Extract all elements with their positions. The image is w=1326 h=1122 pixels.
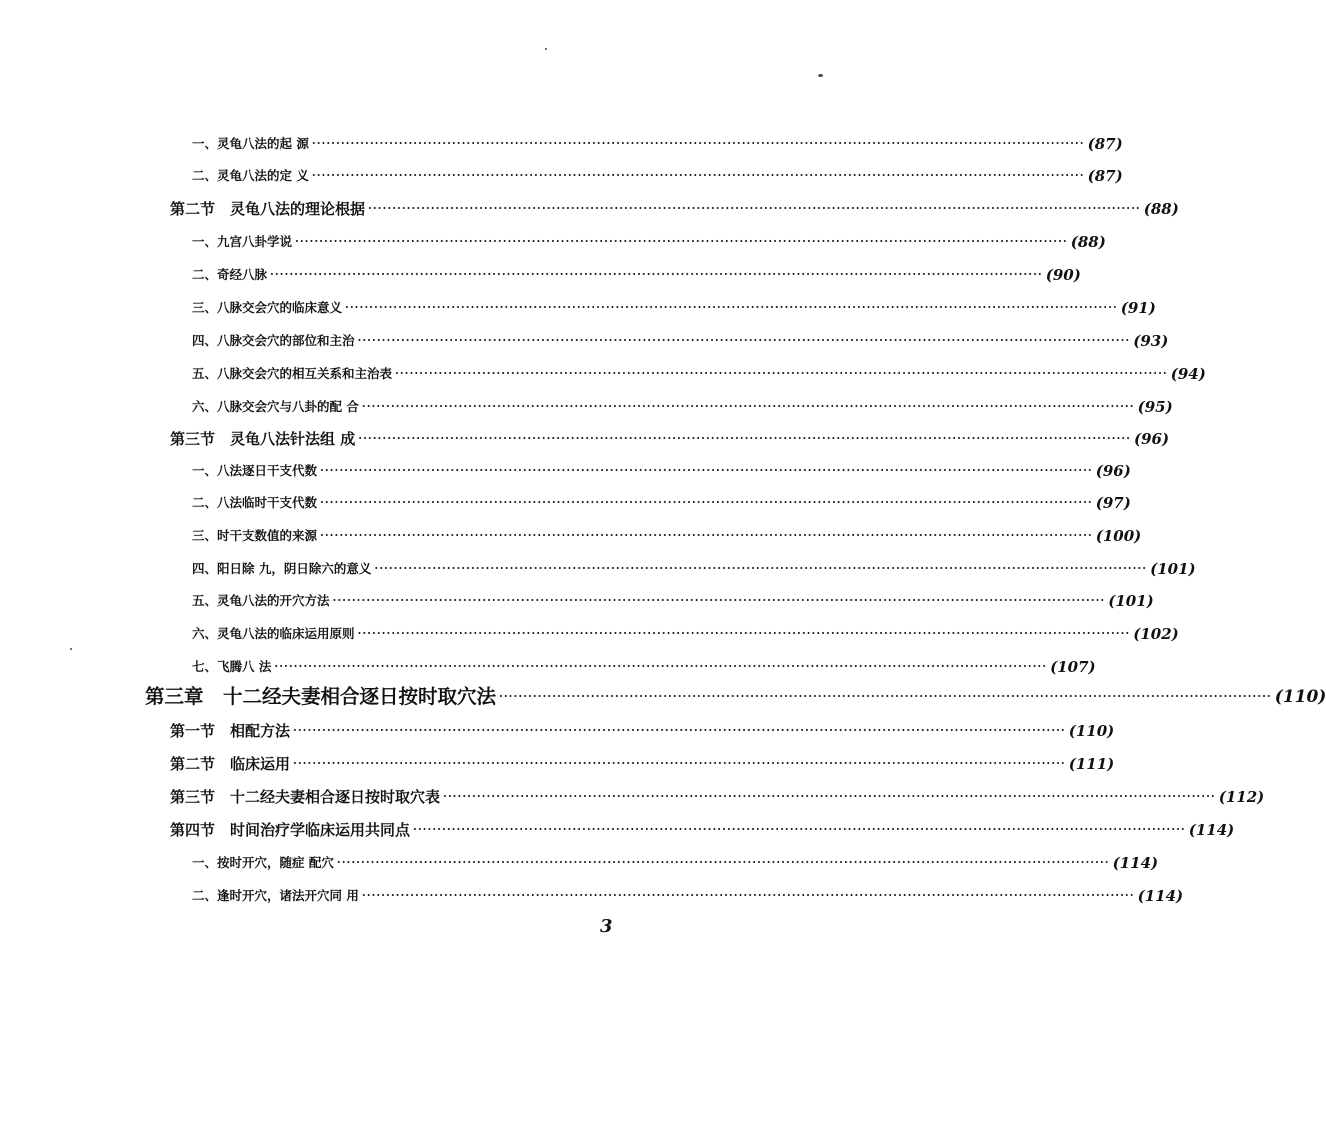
toc-entry [192,295,1156,321]
toc-entry-page: (97) [1095,494,1131,512]
toc-entry-title: 一、按时开穴，随症 配穴 [192,855,334,870]
toc-entry [192,556,1196,582]
toc-entry-title: 一、灵龟八法的起 源 [192,136,309,151]
toc-entry-page: (95) [1137,398,1173,416]
toc-entry [192,131,1123,157]
toc-entry-page: (91) [1120,299,1156,317]
dot-leader: ································································································································································ [270,268,1043,281]
dot-leader: ································································································································································ [499,690,1272,703]
toc-entry-title: 六、灵龟八法的临床运用原则 [192,626,355,641]
scan-speck [545,48,547,50]
dot-leader: ································································································································································ [320,529,1093,542]
toc-entry-title: 二、奇经八脉 [192,267,268,282]
toc-entry-page: (114) [1188,821,1235,839]
toc-entry-title: 五、八脉交会穴的相互关系和主治表 [192,366,393,381]
toc-entry-page: (87) [1087,135,1123,153]
toc-entry-title: 一、八法逐日干支代数 [192,463,318,478]
toc-entry-page: (90) [1045,266,1081,284]
toc-entry [145,684,1326,710]
toc-entry-title: 第三章 十二经夫妻相合逐日按时取穴法 [145,685,497,708]
toc-entry-title: 七、飞腾八 法 [192,659,272,674]
toc-entry-title: 二、逢时开穴，诸法开穴同 用 [192,888,359,903]
dot-leader: ································································································································································ [274,660,1048,673]
toc-entry-page: (110) [1274,687,1326,707]
toc-entry-title: 三、八脉交会穴的临床意义 [192,300,343,315]
dot-leader: ································································································································································ [358,432,1131,445]
scan-speck [70,648,72,650]
toc-entry [192,490,1131,516]
toc-entry-page: (114) [1137,887,1184,905]
dot-leader: ································································································································································ [332,594,1106,607]
toc-entry-page: (114) [1112,854,1159,872]
toc-entry [192,850,1159,876]
dot-leader: ································································································································································ [357,627,1131,640]
dot-leader: ································································································································································ [295,235,1068,248]
toc-entry-title: 第二节 临床运用 [170,755,291,773]
toc-entry-page: (102) [1133,625,1179,643]
toc-entry-title: 六、八脉交会穴与八卦的配 合 [192,399,359,414]
toc-entry [192,229,1106,255]
toc-entry-page: (96) [1095,462,1131,480]
toc-entry [192,328,1169,354]
toc-entry [170,784,1265,810]
toc-entry-page: (112) [1218,788,1265,806]
toc-entry-page: (111) [1068,755,1115,773]
toc-entry-title: 四、阳日除 九，阴日除六的意义 [192,561,372,576]
toc-entry-title: 第四节 时间治疗学临床运用共同点 [170,821,411,839]
toc-entry [170,196,1179,222]
toc-entry-title: 五、灵龟八法的开穴方法 [192,593,330,608]
toc-entry-page: (107) [1050,658,1096,676]
toc-entry [170,718,1115,744]
toc-entry-page: (93) [1133,332,1169,350]
toc-entry [170,817,1235,843]
toc-entry-page: (100) [1095,527,1142,545]
toc-entry-title: 二、灵龟八法的定 义 [192,168,309,183]
toc-entry [192,523,1142,549]
toc-entry-title: 第一节 相配方法 [170,722,291,740]
toc-entry [170,426,1170,452]
toc-entry-page: (88) [1143,200,1179,218]
dot-leader: ································································································································································ [413,823,1186,836]
dot-leader: ································································································································································ [357,334,1131,347]
toc-entry [192,458,1131,484]
toc-entry [192,394,1173,420]
toc-entry [192,262,1081,288]
toc-entry-page: (87) [1087,167,1123,185]
toc-entry-page: (110) [1068,722,1115,740]
toc-entry-title: 第三节 十二经夫妻相合逐日按时取穴表 [170,788,441,806]
toc-entry-title: 第二节 灵龟八法的理论根据 [170,200,366,218]
toc-entry [192,654,1096,680]
dot-leader: ································································································································································ [293,757,1066,770]
toc-entry-page: (88) [1070,233,1106,251]
toc-entry [170,751,1115,777]
dot-leader: ································································································································································ [311,169,1085,182]
dot-leader: ································································································································································ [345,301,1118,314]
toc-entry-title: 二、八法临时干支代数 [192,495,318,510]
toc-entry [192,588,1154,614]
dot-leader: ································································································································································ [320,464,1093,477]
dot-leader: ································································································································································ [368,202,1141,215]
toc-entry-title: 四、八脉交会穴的部位和主治 [192,333,355,348]
toc-entry [192,163,1123,189]
toc-entry-title: 三、时干支数值的来源 [192,528,318,543]
dot-leader: ································································································································································ [293,724,1066,737]
page-number: 3 [600,916,613,937]
toc-entry-title: 第三节 灵龟八法针法组 成 [170,430,356,448]
dot-leader: ································································································································································ [443,790,1216,803]
dot-leader: ································································································································································ [320,496,1093,509]
toc-entry [192,361,1206,387]
dot-leader: ································································································································································ [361,400,1135,413]
toc-entry-page: (101) [1150,560,1196,578]
dot-leader: ································································································································································ [361,889,1135,902]
dot-leader: ································································································································································ [311,137,1085,150]
scan-speck [818,74,823,77]
toc-entry-title: 一、九宫八卦学说 [192,234,293,249]
toc-entry [192,621,1179,647]
toc-entry-page: (96) [1133,430,1170,448]
dot-leader: ································································································································································ [374,562,1148,575]
toc-entry [192,883,1184,909]
toc-entry-page: (94) [1170,365,1206,383]
toc-entry-page: (101) [1108,592,1154,610]
dot-leader: ································································································································································ [336,856,1110,869]
dot-leader: ································································································································································ [395,367,1168,380]
